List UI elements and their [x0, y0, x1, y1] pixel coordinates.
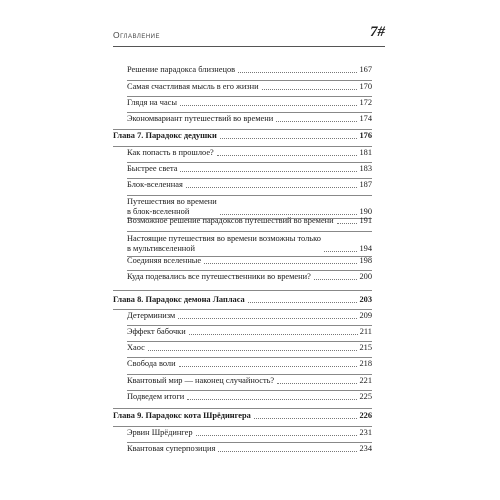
- dot-leader: [178, 318, 357, 319]
- entry-divider: [127, 195, 372, 196]
- toc-page-number: 181: [359, 148, 372, 157]
- toc-entry-title-line: Квантовая суперпозиция: [127, 444, 216, 453]
- toc-entry-title: [127, 444, 215, 454]
- toc-page-number: 194: [359, 244, 372, 253]
- toc-page-number: 226: [359, 411, 372, 420]
- toc-page-number: 176: [359, 131, 372, 140]
- entry-divider: [127, 162, 372, 163]
- entry-divider: [127, 112, 372, 113]
- toc-entry-title-line: Глава 9. Парадокс кота Шрёдингера: [113, 411, 251, 420]
- entry-divider: [127, 390, 372, 391]
- toc-entry-title: [127, 392, 184, 402]
- dot-leader: [189, 334, 358, 335]
- toc-section-entry: [127, 65, 372, 75]
- toc-entry-title-line: Куда подевались все путешественники во времени?: [127, 272, 311, 281]
- toc-section-entry: [127, 82, 372, 92]
- toc-entry-title: [127, 327, 186, 337]
- toc-chapter-entry: [113, 131, 372, 141]
- toc-page-number: 200: [359, 272, 372, 281]
- toc-page-number: 174: [359, 114, 372, 123]
- dot-leader: [324, 251, 357, 252]
- entry-divider: [113, 146, 372, 147]
- entry-divider: [113, 129, 372, 130]
- dot-leader: [337, 223, 358, 224]
- toc-entry-title-line: Глава 8. Парадокс демона Лапласа: [113, 295, 245, 304]
- entry-divider: [127, 357, 372, 358]
- toc-entry-title: [127, 376, 274, 386]
- toc-entry-title: [127, 359, 176, 369]
- entry-divider: [127, 442, 372, 443]
- entry-divider: [127, 80, 372, 81]
- toc-entry-title-line: в мультивселенной: [127, 244, 195, 253]
- toc-entry-title: [113, 295, 245, 305]
- entry-divider: [127, 231, 372, 232]
- entry-divider: [127, 270, 372, 271]
- dot-leader: [254, 418, 358, 419]
- dot-leader: [248, 302, 358, 303]
- toc-entry-title: [127, 311, 175, 321]
- toc-entry-title-line: Подведем итоги: [127, 392, 185, 401]
- dot-leader: [262, 89, 358, 90]
- toc-page-number: 198: [359, 256, 372, 265]
- entry-divider: [113, 426, 372, 427]
- toc-page-number: 183: [359, 164, 372, 173]
- toc-page-number: 187: [359, 180, 372, 189]
- dot-leader: [179, 366, 358, 367]
- toc-entry-title-line: Глядя на часы: [127, 98, 178, 107]
- toc-page-number: 225: [359, 392, 372, 401]
- toc-entry-title: [127, 197, 217, 217]
- toc-page-number: 215: [359, 343, 372, 352]
- toc-entry-title-line: Быстрее света: [127, 164, 178, 173]
- dot-leader: [277, 383, 357, 384]
- toc-entry-title-line: Экономвариант путешествий во времени: [127, 114, 274, 123]
- toc-page-number: 221: [359, 376, 372, 385]
- toc-page-number: 172: [359, 98, 372, 107]
- toc-section-entry: [127, 256, 372, 266]
- toc-page-number: 167: [359, 65, 372, 74]
- toc-entry-title: [127, 114, 273, 124]
- toc-entry-title-line: Глава 7. Парадокс дедушки: [113, 131, 217, 140]
- toc-entry-title-line: в блок-вселенной: [127, 207, 190, 216]
- toc-entry-title: [127, 180, 183, 190]
- toc-page-number: 203: [359, 295, 372, 304]
- dot-leader: [148, 350, 358, 351]
- toc-section-entry: [127, 98, 372, 108]
- toc-section-entry: [127, 343, 372, 353]
- toc-page-number: 211: [359, 327, 372, 336]
- toc-section-entry: [127, 376, 372, 386]
- dot-leader: [204, 263, 357, 264]
- dot-leader: [238, 72, 357, 73]
- toc-section-entry: [127, 444, 372, 454]
- dot-leader: [186, 187, 358, 188]
- toc-entry-title-line: Решение парадокса близнецов: [127, 65, 236, 74]
- toc-section-entry: [127, 428, 372, 438]
- toc-entry-title: [127, 216, 334, 226]
- toc-entry-title: [127, 82, 259, 92]
- toc-section-entry: [127, 164, 372, 174]
- toc-section-entry: [127, 180, 372, 190]
- toc-entry-title: [127, 256, 201, 266]
- toc-entry-title-line: Детерминизм: [127, 311, 176, 320]
- entry-divider: [127, 374, 372, 375]
- toc-section-entry: [127, 311, 372, 321]
- toc-entry-title: [127, 98, 177, 108]
- toc-entry-title: [113, 131, 217, 141]
- toc-entry-title-line: Квантовый мир — наконец случайность?: [127, 376, 275, 385]
- running-header: [113, 24, 385, 47]
- toc-section-entry: [127, 234, 372, 254]
- toc-section-entry: [127, 327, 372, 337]
- entry-divider: [113, 408, 372, 409]
- toc-entry-title-line: Самая счастливая мысль в его жизни: [127, 82, 259, 91]
- dot-leader: [276, 121, 357, 122]
- entry-divider: [127, 178, 372, 179]
- toc-entry-title-line: Эрвин Шрёдингер: [127, 428, 193, 437]
- toc-page-number: 191: [359, 216, 372, 225]
- toc-entry-title-line: Хаос: [127, 343, 145, 352]
- dot-leader: [220, 214, 358, 215]
- toc-section-entry: [127, 197, 372, 217]
- toc-page-number: 231: [359, 428, 372, 437]
- toc-chapter-entry: [113, 411, 372, 421]
- toc-entry-title-line: Свобода воли: [127, 359, 176, 368]
- dot-leader: [218, 451, 357, 452]
- entry-divider: [127, 341, 372, 342]
- toc-entry-title-line: Возможное решение парадоксов путешествий во времени: [127, 216, 334, 225]
- toc-entry-title: [127, 234, 321, 254]
- dot-leader: [217, 155, 358, 156]
- toc-entry-title: [127, 343, 145, 353]
- toc-entry-title: [127, 272, 311, 282]
- header-page-marker: 7#: [370, 24, 385, 40]
- toc-section-entry: [127, 392, 372, 402]
- dot-leader: [220, 138, 358, 139]
- toc-entry-title: [113, 411, 251, 421]
- toc-entry-title-line: Путешествия во времени: [127, 197, 217, 206]
- dot-leader: [180, 171, 357, 172]
- toc-section-entry: [127, 359, 372, 369]
- toc-entry-title: [127, 65, 235, 75]
- header-title: Оглавление: [113, 30, 160, 40]
- toc-page-number: 190: [359, 207, 372, 216]
- toc-entry-title-line: Блок-вселенная: [127, 180, 183, 189]
- toc-page-number: 234: [359, 444, 372, 453]
- toc-entry-title: [127, 164, 177, 174]
- toc-page-number: 170: [359, 82, 372, 91]
- entry-divider: [127, 325, 372, 326]
- toc-section-entry: [127, 148, 372, 158]
- toc-section-entry: [127, 272, 372, 282]
- entry-divider: [113, 309, 372, 310]
- toc-page-number: 218: [359, 359, 372, 368]
- toc-entry-title-line: Настоящие путешествия во времени возможны только: [127, 234, 321, 243]
- dot-leader: [196, 435, 358, 436]
- toc-entry-title-line: Соединяя вселенные: [127, 256, 202, 265]
- toc-chapter-entry: [113, 295, 372, 305]
- toc-entry-title: [127, 428, 193, 438]
- dot-leader: [187, 399, 357, 400]
- toc-section-entry: [127, 114, 372, 124]
- toc-entry-title-line: Эффект бабочки: [127, 327, 186, 336]
- toc-section-entry: [127, 216, 372, 226]
- dot-leader: [180, 105, 357, 106]
- entry-divider: [113, 290, 372, 291]
- toc-entry-title: [127, 148, 214, 158]
- toc-entry-title-line: Как попасть в прошлое?: [127, 148, 214, 157]
- dot-leader: [314, 279, 358, 280]
- toc-page-number: 209: [359, 311, 372, 320]
- entry-divider: [127, 96, 372, 97]
